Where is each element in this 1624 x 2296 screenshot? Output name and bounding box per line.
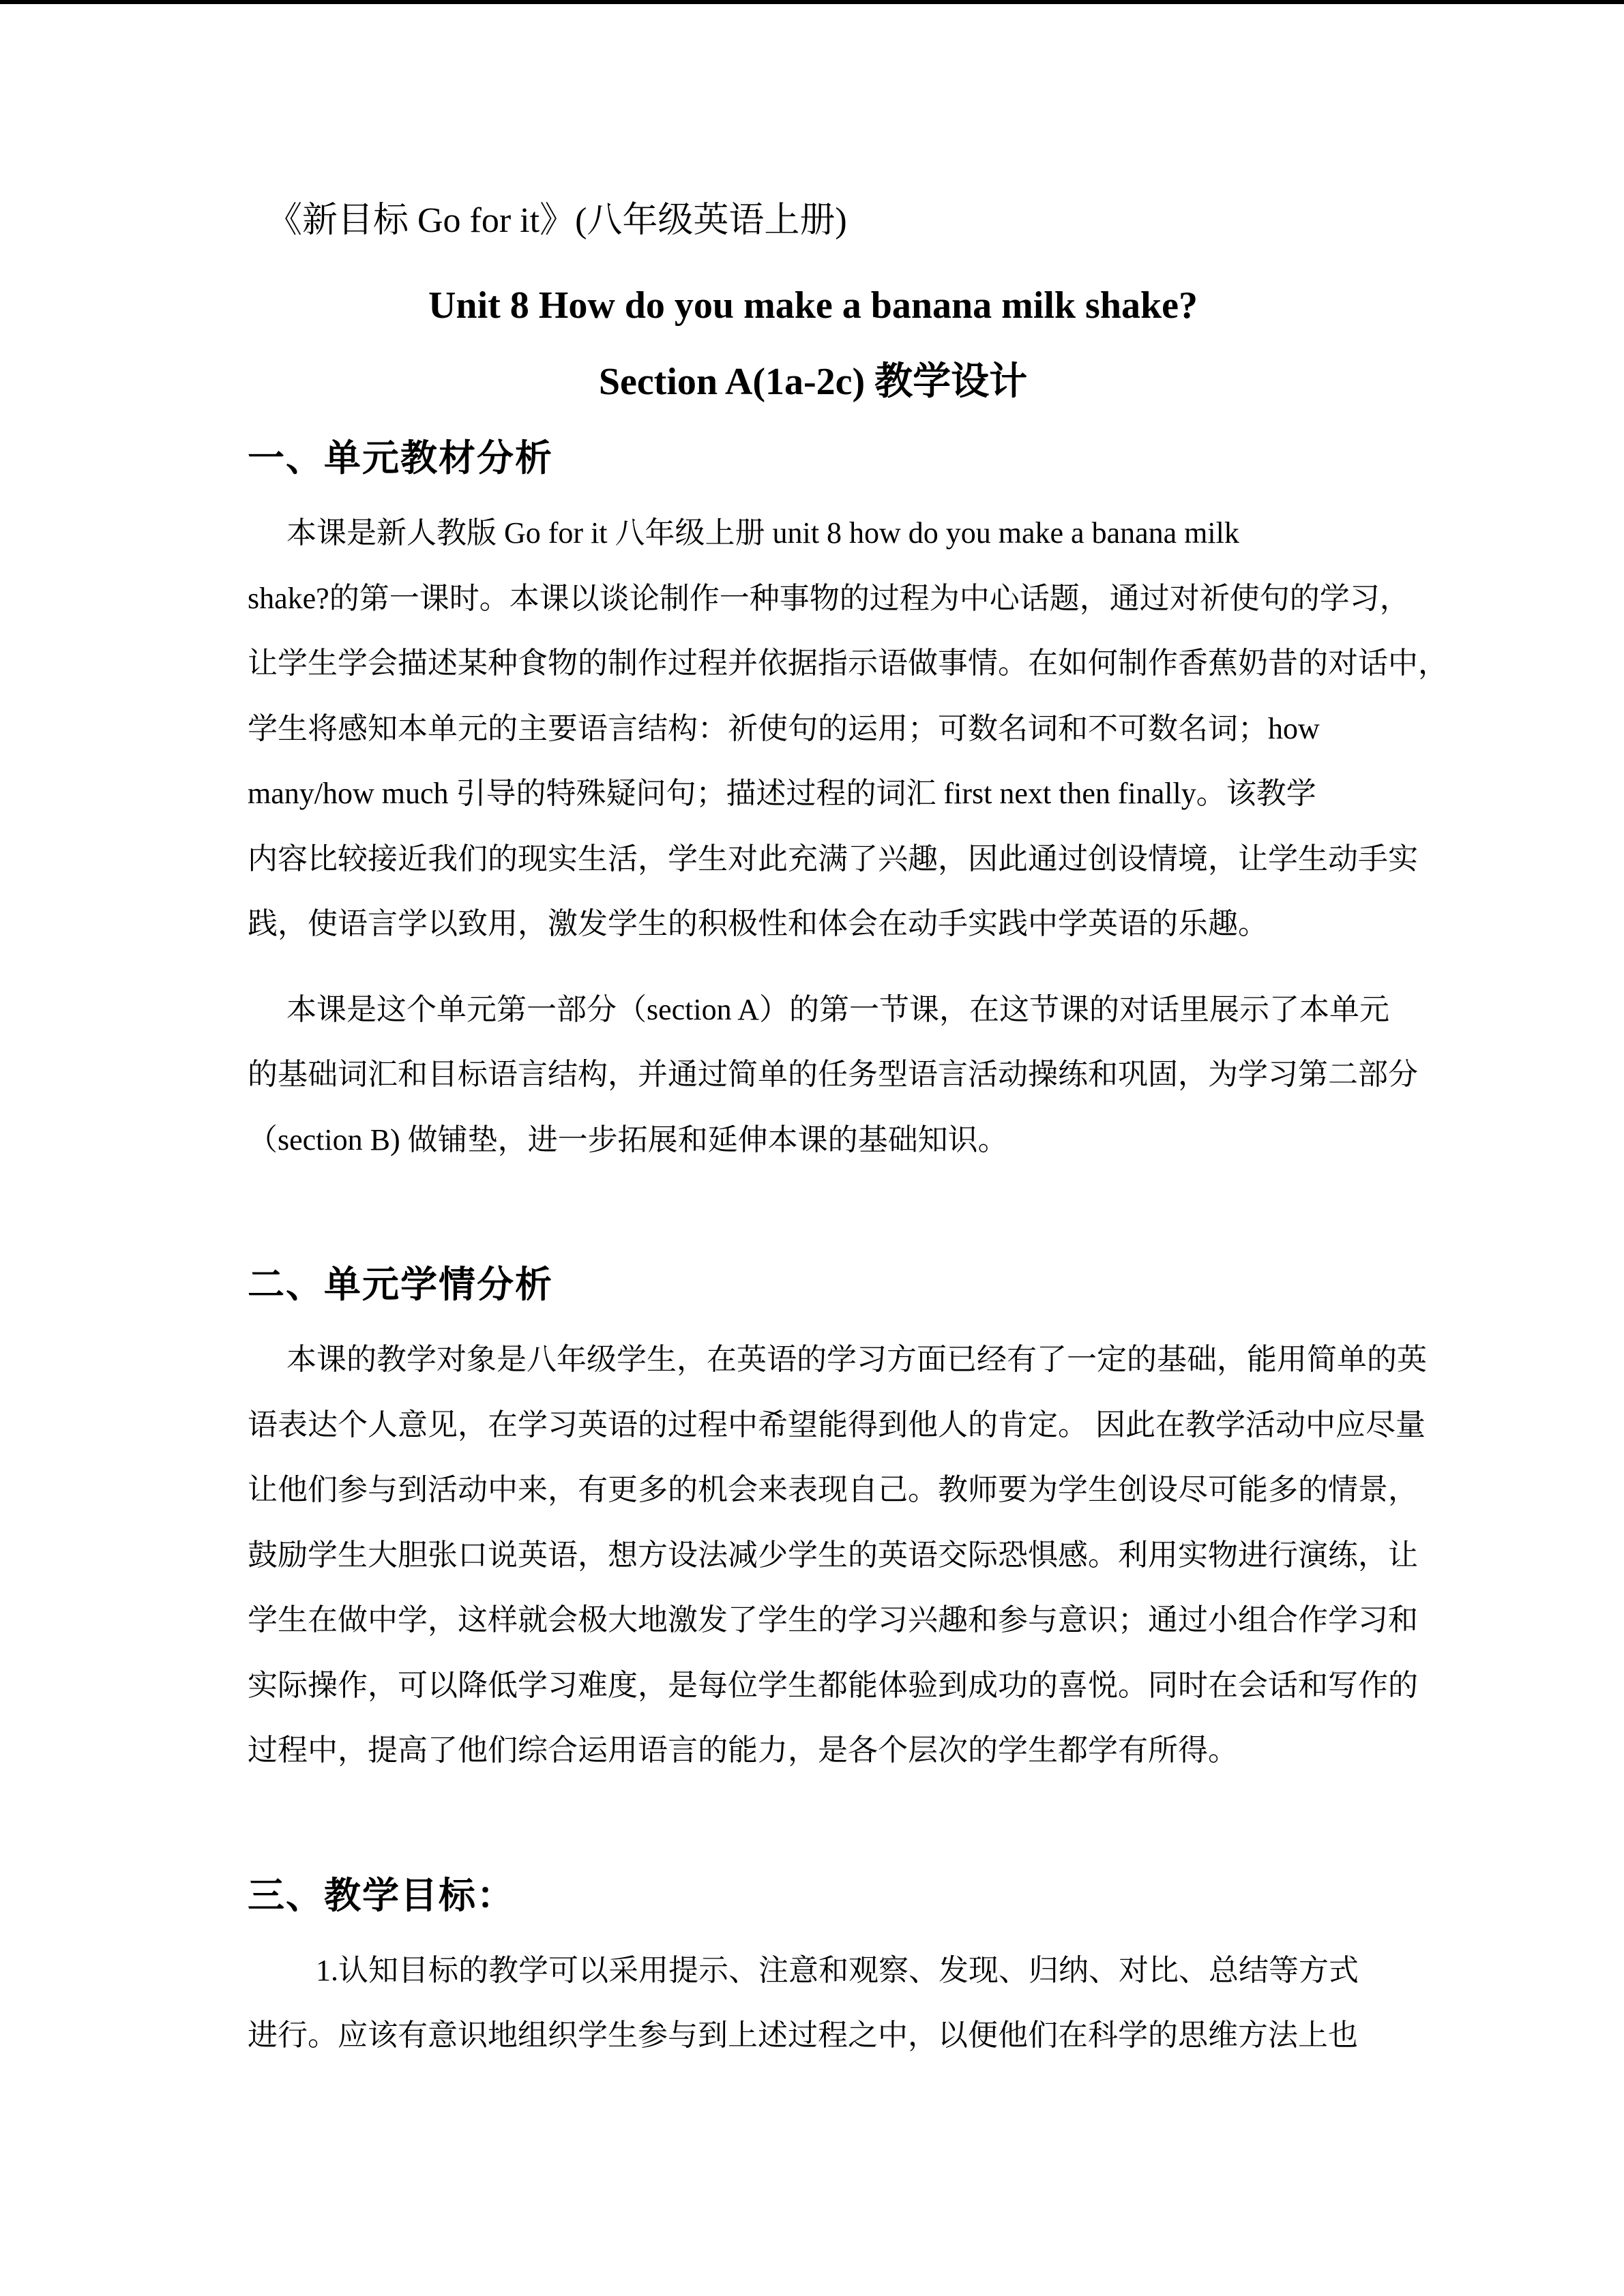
text-line: 鼓励学生大胆张口说英语，想方设法减少学生的英语交际恐惧感。利用实物进行演练，让 — [248, 1538, 1418, 1572]
section-heading: 二、单元学情分析 — [248, 1264, 553, 1305]
text-line: 实际操作，可以降低学习难度，是每位学生都能体验到成功的喜悦。同时在会话和写作的 — [248, 1668, 1418, 1702]
text-line: 1.认知目标的教学可以采用提示、注意和观察、发现、归纳、对比、总结等方式 — [316, 1953, 1359, 1987]
text-line: 过程中，提高了他们综合运用语言的能力，是各个层次的学生都学有所得。 — [248, 1733, 1238, 1767]
paragraph — [248, 501, 1448, 957]
doc-unit-title: Unit 8 How do you make a banana milk shake? — [428, 284, 1198, 327]
text-line: 内容比较接近我们的现实生活，学生对此充满了兴趣，因此通过创设情境，让学生动手实 — [248, 841, 1418, 876]
paragraph — [248, 977, 1418, 1173]
text-line: 的基础词汇和目标语言结构，并通过简单的任务型语言活动操练和巩固，为学习第二部分 — [248, 1058, 1418, 1091]
document-content — [248, 0, 1448, 2068]
text-line: 让学生学会描述某种食物的制作过程并依据指示语做事情。在如何制作香蕉奶昔的对话中， — [248, 646, 1448, 680]
text-line: 学生在做中学，这样就会极大地激发了学生的学习兴趣和参与意识；通过小组合作学习和 — [248, 1603, 1418, 1637]
text-line: many/how much 引导的特殊疑问句；描述过程的词汇 first next then finally。该教学 — [248, 777, 1316, 810]
paragraph — [248, 1938, 1378, 2068]
text-line: 让他们参与到活动中来，有更多的机会来表现自己。教师要为学生创设尽可能多的情景， — [248, 1473, 1418, 1506]
doc-series-title: 《新目标 Go for it》(八年级英语上册) — [267, 201, 847, 240]
text-line: 语表达个人意见，在学习英语的过程中希望能得到他人的肯定。 因此在教学活动中应尽量 — [248, 1407, 1426, 1442]
paragraph — [248, 1327, 1427, 1783]
text-line: 学生将感知本单元的主要语言结构：祈使句的运用；可数名词和不可数名词；how — [248, 711, 1320, 745]
text-line: 本课是新人教版 Go for it 八年级上册 unit 8 how do you make a banana milk — [286, 516, 1239, 550]
text-line: 本课的教学对象是八年级学生，在英语的学习方面已经有了一定的基础，能用简单的英 — [286, 1343, 1427, 1376]
text-line: （section B) 做铺垫，进一步拓展和延伸本课的基础知识。 — [248, 1122, 1008, 1157]
doc-section-title: Section A(1a-2c) 教学设计 — [598, 361, 1028, 403]
section-heading: 三、教学目标： — [248, 1875, 515, 1916]
section-heading: 一、单元教材分析 — [248, 438, 553, 479]
text-line: 本课是这个单元第一部分（section A）的第一节课，在这节课的对话里展示了本单元 — [286, 992, 1389, 1026]
text-line: 进行。应该有意识地组织学生参与到上述过程之中，以便他们在科学的思维方法上也 — [248, 2018, 1358, 2052]
text-line: shake?的第一课时。本课以谈论制作一种事物的过程为中心话题，通过对祈使句的学习， — [248, 581, 1410, 615]
document-sections — [248, 436, 1448, 2068]
text-line: 践，使语言学以致用，激发学生的积极性和体会在动手实践中学英语的乐趣。 — [248, 907, 1268, 940]
